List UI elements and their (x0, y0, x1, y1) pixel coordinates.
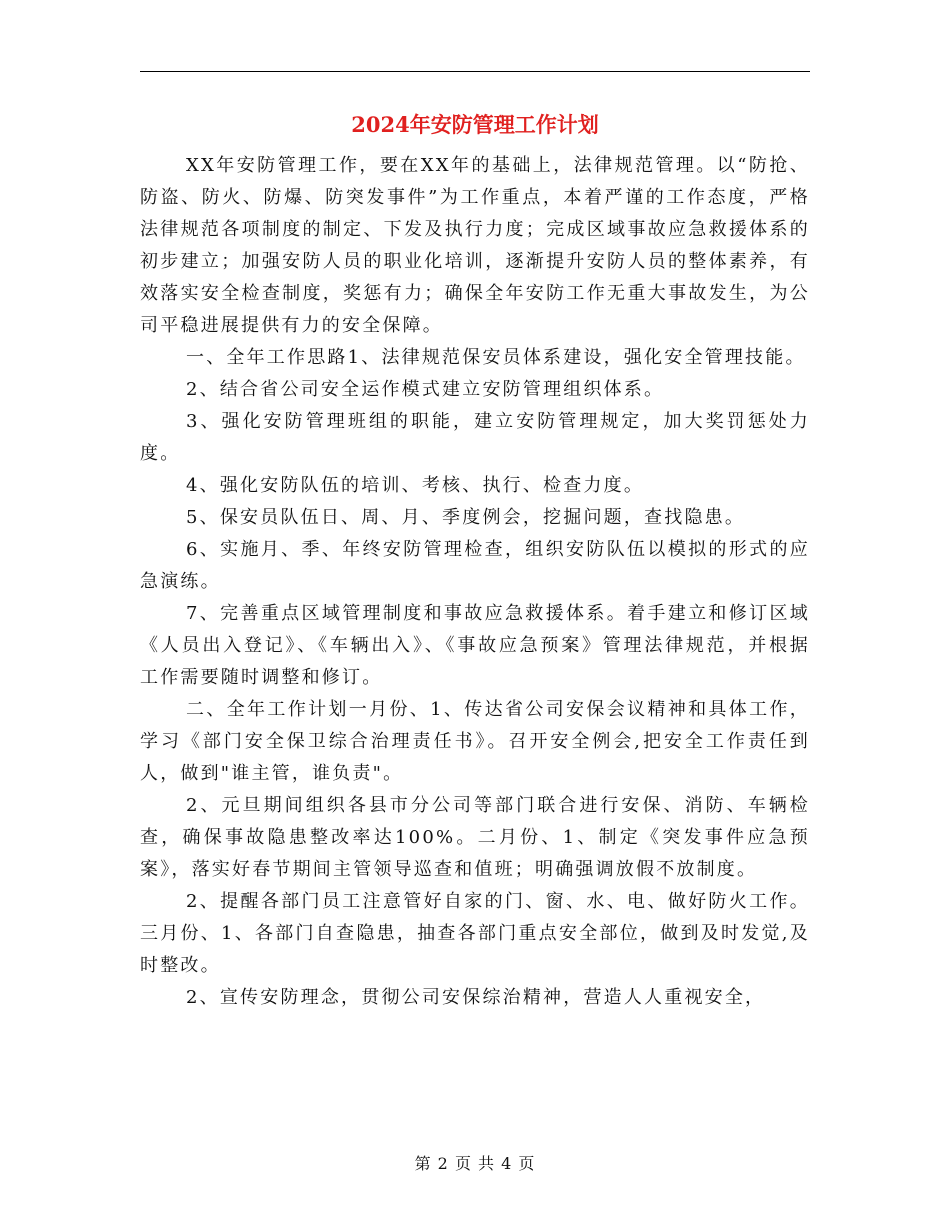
paragraph: 6、实施月、季、年终安防管理检查，组织安防队伍以模拟的形式的应急演练。 (140, 539, 810, 592)
paragraph: 2、结合省公司安全运作模式建立安防管理组织体系。 (186, 379, 665, 400)
paragraph: 4、强化安防队伍的培训、考核、执行、检查力度。 (186, 475, 645, 496)
paragraph: 二、全年工作计划一月份、1、传达省公司安保会议精神和具体工作，学习《部门安全保卫综合治理责任书》。召开安全例会,把安全工作责任到人，做到"谁主管，谁负责"。 (140, 699, 810, 784)
paragraph: 3、强化安防管理班组的职能，建立安防管理规定，加大奖罚惩处力度。 (140, 411, 810, 464)
paragraph: 5、保安员队伍日、周、月、季度例会，挖掘问题，查找隐患。 (186, 507, 746, 528)
header-rule (140, 71, 810, 72)
paragraph: 一、全年工作思路1、法律规范保安员体系建设，强化安全管理技能。 (186, 347, 806, 368)
paragraph: XX年安防管理工作，要在XX年的基础上，法律规范管理。以“防抢、防盗、防火、防爆、防突发事件”为工作重点，本着严谨的工作态度，严格法律规范各项制度的制定、下发及执行力度；完成区域事故应急救援体系的初步建立；加强安防人员的职业化培训，逐渐提升安防人员的整体素养，有效落实安全检查制度，奖惩有力；确保全年安防工作无重大事故发生，为公司平稳进展提供有力的安全保障。 (140, 155, 810, 336)
document-title: 2024年安防管理工作计划 (351, 112, 599, 137)
paragraph: 2、提醒各部门员工注意管好自家的门、窗、水、电、做好防火工作。三月份、1、各部门自查隐患，抽查各部门重点安全部位，做到及时发觉,及时整改。 (140, 891, 810, 976)
paragraph: 2、元旦期间组织各县市分公司等部门联合进行安保、消防、车辆检查，确保事故隐患整改率达100%。二月份、1、制定《突发事件应急预案》，落实好春节期间主管领导巡查和值班；明确强调放假不放制度。 (140, 795, 810, 880)
paragraph: 2、宣传安防理念，贯彻公司安保综治精神，营造人人重视安全， (186, 987, 766, 1008)
document-body (140, 150, 810, 1014)
page-footer: 第 2 页 共 4 页 (414, 1154, 536, 1173)
paragraph: 7、完善重点区域管理制度和事故应急救援体系。着手建立和修订区域《人员出入登记》、《车辆出入》、《事故应急预案》管理法律规范，并根据工作需要随时调整和修订。 (140, 603, 810, 688)
